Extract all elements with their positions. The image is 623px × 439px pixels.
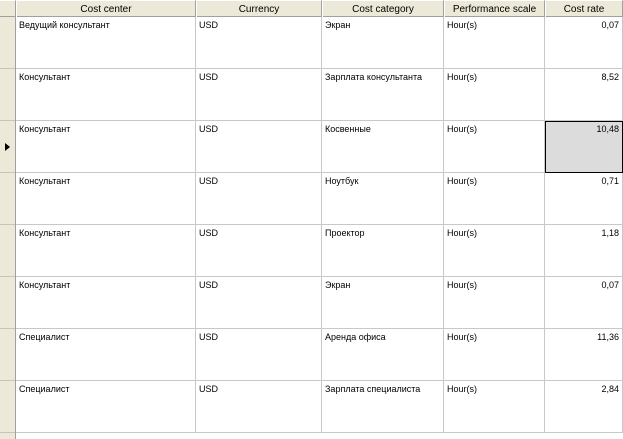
- table-row[interactable]: [16, 277, 623, 329]
- performance-scale-cell[interactable]: Hour(s): [444, 17, 545, 69]
- cost-rate-cell[interactable]: 2,84: [545, 381, 623, 433]
- currency-cell[interactable]: USD: [196, 225, 322, 277]
- column-header-performance-scale[interactable]: Performance scale: [444, 0, 545, 17]
- currency-cell[interactable]: USD: [196, 277, 322, 329]
- row-indicator-column: [0, 17, 16, 439]
- table-row[interactable]: [16, 329, 623, 381]
- cost-center-cell[interactable]: Консультант: [16, 173, 196, 225]
- cost-center-cell[interactable]: Консультант: [16, 277, 196, 329]
- cost-center-cell[interactable]: Консультант: [16, 225, 196, 277]
- table-row[interactable]: [16, 121, 623, 173]
- cost-category-cell[interactable]: Ноутбук: [322, 173, 444, 225]
- performance-scale-cell[interactable]: Hour(s): [444, 121, 545, 173]
- column-header-cost-center[interactable]: Cost center: [16, 0, 196, 17]
- row-selector[interactable]: [0, 17, 15, 69]
- table-row[interactable]: [16, 69, 623, 121]
- currency-cell[interactable]: USD: [196, 173, 322, 225]
- cost-rate-cell[interactable]: 0,07: [545, 17, 623, 69]
- column-header-cost-category[interactable]: Cost category: [322, 0, 444, 17]
- performance-scale-cell[interactable]: Hour(s): [444, 69, 545, 121]
- grid-header: [0, 0, 623, 17]
- table-row[interactable]: [16, 225, 623, 277]
- performance-scale-cell[interactable]: Hour(s): [444, 277, 545, 329]
- cost-center-cell[interactable]: Консультант: [16, 69, 196, 121]
- column-header-currency[interactable]: Currency: [196, 0, 322, 17]
- cost-category-cell[interactable]: Зарплата специалиста: [322, 381, 444, 433]
- row-selector[interactable]: [0, 225, 15, 277]
- currency-cell[interactable]: USD: [196, 121, 322, 173]
- cost-category-cell[interactable]: Проектор: [322, 225, 444, 277]
- cost-center-cell[interactable]: Консультант: [16, 121, 196, 173]
- cost-category-cell[interactable]: Аренда офиса: [322, 329, 444, 381]
- cost-rate-cell[interactable]: 10,48: [545, 121, 623, 173]
- cost-category-cell[interactable]: Косвенные: [322, 121, 444, 173]
- cost-rate-cell[interactable]: 1,18: [545, 225, 623, 277]
- cost-category-cell[interactable]: Экран: [322, 277, 444, 329]
- table-row[interactable]: [16, 17, 623, 69]
- performance-scale-cell[interactable]: Hour(s): [444, 173, 545, 225]
- cost-rate-cell[interactable]: 11,36: [545, 329, 623, 381]
- cost-center-cell[interactable]: Специалист: [16, 329, 196, 381]
- cost-rate-cell[interactable]: 0,07: [545, 277, 623, 329]
- currency-cell[interactable]: USD: [196, 381, 322, 433]
- currency-cell[interactable]: USD: [196, 69, 322, 121]
- column-header-cost-rate[interactable]: Cost rate: [545, 0, 623, 17]
- currency-cell[interactable]: USD: [196, 329, 322, 381]
- row-selector[interactable]: [0, 69, 15, 121]
- performance-scale-cell[interactable]: Hour(s): [444, 381, 545, 433]
- cost-rate-cell[interactable]: 8,52: [545, 69, 623, 121]
- currency-cell[interactable]: USD: [196, 17, 322, 69]
- cost-category-cell[interactable]: Экран: [322, 17, 444, 69]
- cost-category-cell[interactable]: Зарплата консультанта: [322, 69, 444, 121]
- row-selector[interactable]: [0, 277, 15, 329]
- grid-body: [16, 17, 623, 439]
- cost-rate-cell[interactable]: 0,71: [545, 173, 623, 225]
- current-row-indicator[interactable]: [0, 121, 15, 173]
- row-selector[interactable]: [0, 381, 15, 433]
- cost-center-cell[interactable]: Специалист: [16, 381, 196, 433]
- performance-scale-cell[interactable]: Hour(s): [444, 329, 545, 381]
- row-selector[interactable]: [0, 329, 15, 381]
- performance-scale-cell[interactable]: Hour(s): [444, 225, 545, 277]
- header-corner: [0, 0, 16, 17]
- table-row[interactable]: [16, 381, 623, 433]
- table-row[interactable]: [16, 173, 623, 225]
- cost-center-cell[interactable]: Ведущий консультант: [16, 17, 196, 69]
- row-selector[interactable]: [0, 173, 15, 225]
